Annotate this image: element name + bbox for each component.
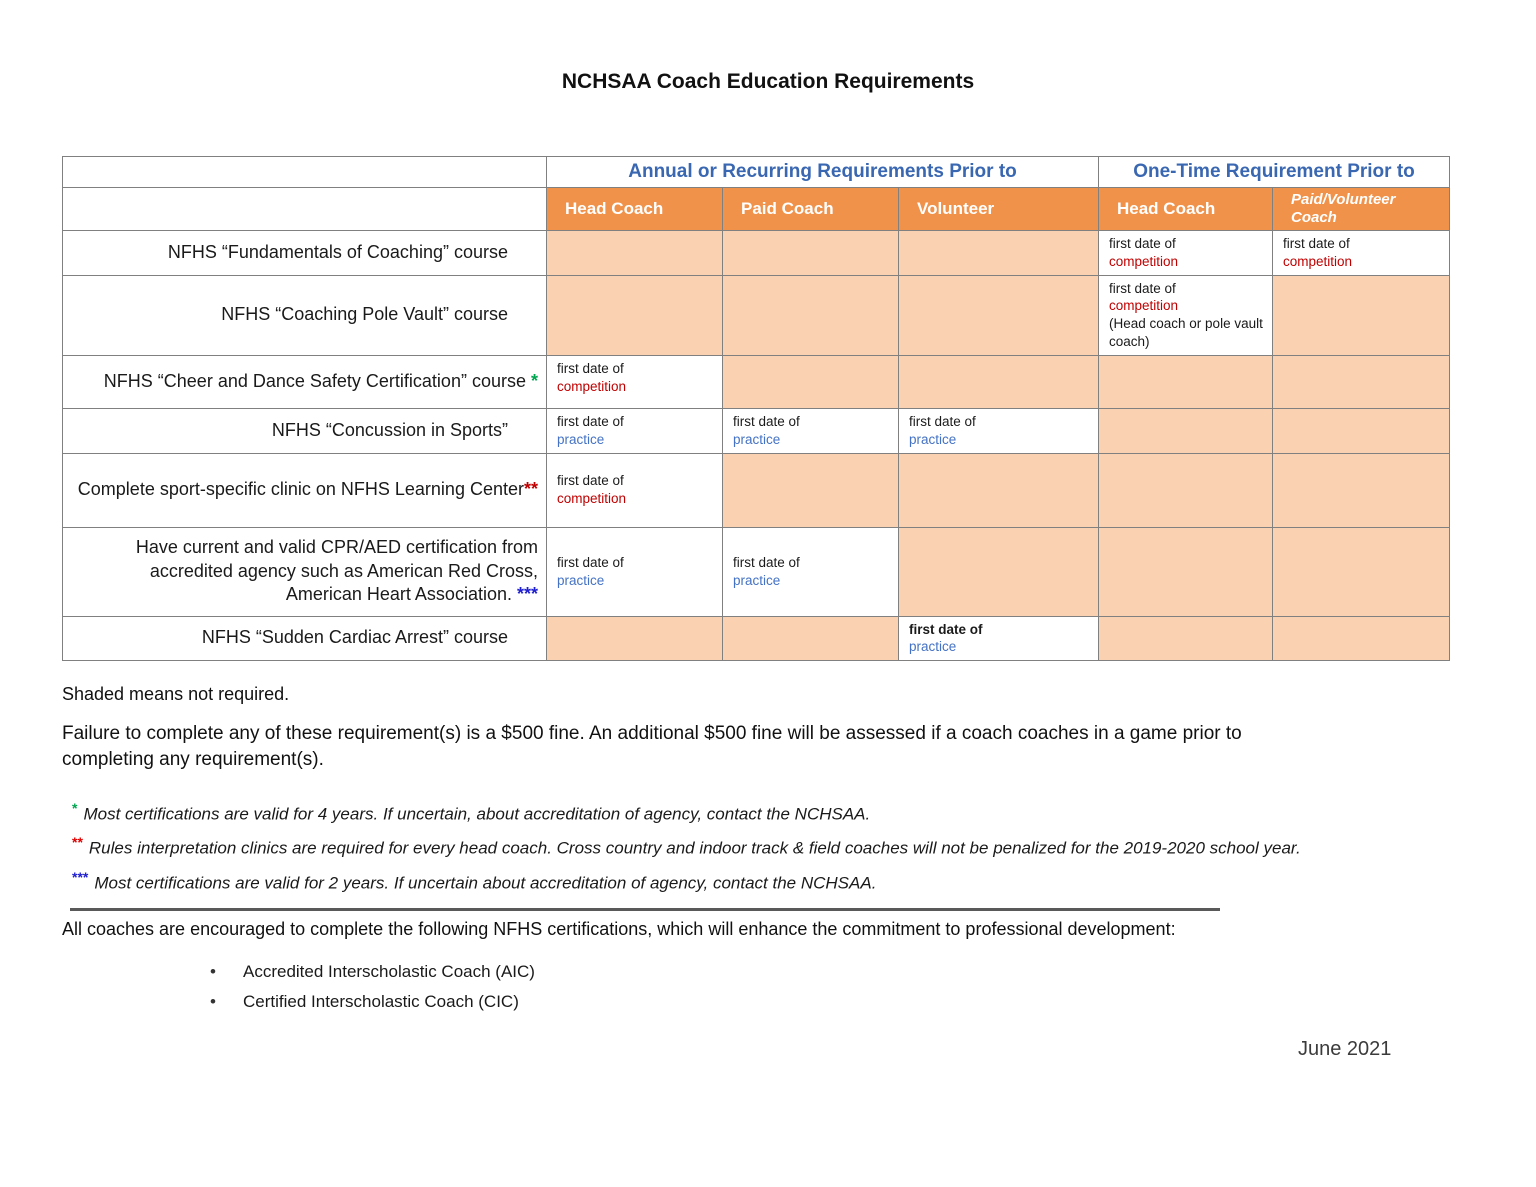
footnote-text: Most certifications are valid for 4 years. If uncertain, about accreditation of agency, contact the NCHSAA.: [83, 804, 871, 824]
deadline-value: practice: [557, 431, 605, 447]
fine-text: Failure to complete any of these requirement(s) is a $500 fine. An additional $500 fine will be assessed if a coach coaches in a game prior to completing any requirement(s).: [62, 723, 1242, 771]
deadline-value: competition: [1109, 253, 1179, 269]
deadline-value: practice: [733, 431, 781, 447]
deadline-prefix: first date of: [1283, 236, 1350, 251]
not-required-cell: [723, 275, 899, 355]
asterisk-marker: *: [525, 371, 538, 391]
not-required-cell: [1099, 527, 1273, 616]
group-header-row: [63, 157, 1450, 188]
not-required-cell: [1273, 355, 1450, 408]
requirement-text: Complete sport-specific clinic on NFHS Learning Center: [77, 479, 524, 500]
requirement-label: [63, 355, 547, 408]
not-required-cell: [547, 231, 723, 276]
deadline-prefix: first date of: [1109, 280, 1176, 296]
footnotes: [72, 800, 1536, 894]
not-required-cell: [899, 355, 1099, 408]
not-required-cell: [723, 231, 899, 276]
requirement-deadline-cell: [1273, 231, 1450, 276]
asterisk-marker: **: [72, 834, 83, 851]
requirement-deadline-cell: [1099, 231, 1273, 276]
not-required-cell: [1273, 527, 1450, 616]
deadline-value: practice: [909, 639, 957, 655]
requirement-deadline-cell: [899, 616, 1099, 661]
requirement-text: NFHS “Coaching Pole Vault” course: [221, 304, 508, 325]
corner-cell: [63, 188, 547, 231]
deadline-prefix: first date of: [909, 621, 983, 637]
footnote-triple-asterisk: [72, 869, 1536, 894]
not-required-cell: [547, 275, 723, 355]
certification-label: Certified Interscholastic Coach (CIC): [243, 991, 519, 1011]
certification-list: [210, 962, 1536, 1012]
deadline-value: competition: [1109, 298, 1179, 314]
list-item: [210, 992, 1536, 1012]
page-title: NCHSAA Coach Education Requirements: [561, 70, 975, 93]
not-required-cell: [899, 453, 1099, 527]
list-item: [210, 962, 1536, 982]
col-header-paid-volunteer-coach: Paid/Volunteer Coach: [1273, 188, 1450, 231]
table-row: [63, 453, 1450, 527]
footnote-text: Most certifications are valid for 2 years. If uncertain about accreditation of agency, contact the NCHSAA.: [94, 873, 877, 893]
date-label: June 2021: [1298, 1037, 1392, 1060]
requirements-table-body: [63, 231, 1450, 661]
requirement-label: [63, 231, 547, 276]
deadline-value: practice: [733, 572, 781, 588]
requirement-label: [63, 275, 547, 355]
not-required-cell: [723, 453, 899, 527]
deadline-prefix: first date of: [557, 554, 624, 570]
not-required-cell: [723, 355, 899, 408]
table-row: [63, 275, 1450, 355]
requirements-table: [62, 156, 1450, 661]
table-row: [63, 527, 1450, 616]
column-header-row: [63, 188, 1450, 231]
asterisk-marker: ***: [72, 868, 89, 885]
deadline-value: competition: [1283, 253, 1353, 269]
table-row: [63, 355, 1450, 408]
footnote-text: Rules interpretation clinics are required for every head coach. Cross country and indoor track & field coaches will not be penalized for the 2019-2020 school year.: [88, 838, 1301, 858]
footnote-double-asterisk: [72, 834, 1536, 859]
deadline-value: competition: [557, 378, 627, 394]
requirement-deadline-cell: [547, 408, 723, 453]
table-row: [63, 231, 1450, 276]
requirement-text: NFHS “Cheer and Dance Safety Certification” course: [103, 371, 526, 391]
requirement-deadline-cell: [547, 527, 723, 616]
not-required-cell: [1273, 453, 1450, 527]
deadline-value: competition: [557, 491, 627, 506]
not-required-cell: [899, 527, 1099, 616]
not-required-cell: [1273, 275, 1450, 355]
deadline-prefix: first date of: [1109, 236, 1176, 251]
not-required-cell: [723, 616, 899, 661]
requirement-label: [63, 453, 547, 527]
footnote-single-asterisk: [72, 800, 1536, 825]
deadline-prefix: first date of: [557, 473, 624, 489]
not-required-cell: [1099, 453, 1273, 527]
requirement-deadline-cell: [547, 355, 723, 408]
asterisk-marker: ***: [511, 584, 538, 605]
asterisk-marker: **: [523, 479, 538, 500]
not-required-cell: [1273, 408, 1450, 453]
not-required-cell: [1273, 616, 1450, 661]
requirement-deadline-cell: [547, 453, 723, 527]
deadline-note: (Head coach or pole vault coach): [1109, 316, 1263, 350]
requirement-deadline-cell: [723, 527, 899, 616]
col-header-paid-coach: Paid Coach: [723, 188, 899, 231]
not-required-cell: [1099, 616, 1273, 661]
not-required-cell: [1099, 355, 1273, 408]
requirement-text: NFHS “Sudden Cardiac Arrest” course: [201, 627, 508, 648]
requirement-text: NFHS “Fundamentals of Coaching” course: [167, 241, 508, 262]
certification-label: Accredited Interscholastic Coach (AIC): [243, 961, 535, 981]
requirement-text: Have current and valid CPR/AED certification from accredited agency such as American Red Cross, American Heart Association.: [135, 536, 538, 605]
requirement-deadline-cell: [899, 408, 1099, 453]
closing-lead-text: All coaches are encouraged to complete the following NFHS certifications, which will enhance the commitment to professional development:: [62, 918, 1176, 939]
requirement-label: [63, 616, 547, 661]
not-required-cell: [899, 231, 1099, 276]
not-required-cell: [899, 275, 1099, 355]
not-required-cell: [1099, 408, 1273, 453]
deadline-prefix: first date of: [733, 554, 800, 570]
deadline-value: practice: [557, 572, 605, 588]
col-header-volunteer: Volunteer: [899, 188, 1099, 231]
col-header-head-coach-onetime: Head Coach: [1099, 188, 1273, 231]
requirement-label: [63, 527, 547, 616]
table-row: [63, 616, 1450, 661]
requirement-deadline-cell: [1099, 275, 1273, 355]
shaded-note: Shaded means not required.: [62, 684, 290, 705]
requirement-deadline-cell: [723, 408, 899, 453]
deadline-prefix: first date of: [733, 413, 800, 429]
divider-line: [70, 908, 1220, 911]
corner-cell: [63, 157, 547, 188]
requirement-label: [63, 408, 547, 453]
deadline-prefix: first date of: [557, 413, 624, 429]
col-header-head-coach-annual: Head Coach: [547, 188, 723, 231]
requirement-text: NFHS “Concussion in Sports”: [271, 419, 508, 440]
one-time-group-header: One-Time Requirement Prior to: [1099, 157, 1450, 188]
deadline-prefix: first date of: [909, 413, 976, 429]
asterisk-marker: *: [72, 799, 78, 816]
deadline-prefix: first date of: [557, 360, 624, 376]
not-required-cell: [547, 616, 723, 661]
annual-group-header: Annual or Recurring Requirements Prior to: [547, 157, 1099, 188]
deadline-value: practice: [909, 431, 957, 447]
table-row: [63, 408, 1450, 453]
